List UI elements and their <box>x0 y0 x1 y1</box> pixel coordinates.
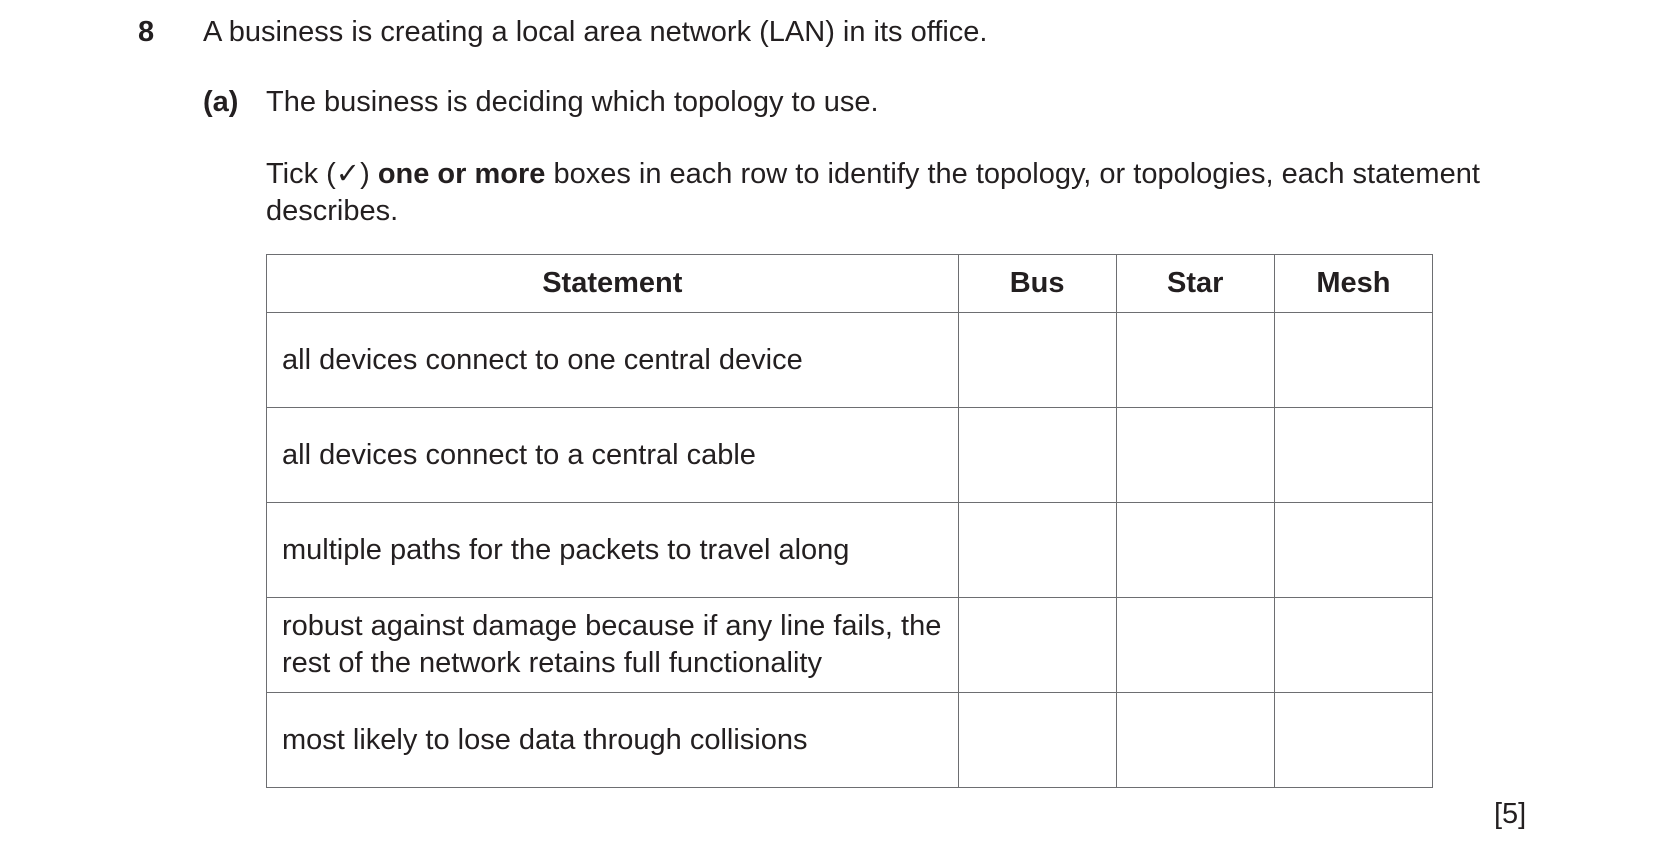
header-statement: Statement <box>267 255 959 313</box>
instruction-bold: one or more <box>377 158 546 190</box>
header-star: Star <box>1116 255 1274 313</box>
table-row <box>267 693 1433 788</box>
table-row <box>267 598 1433 693</box>
table-header-row <box>267 255 1433 313</box>
statement-cell: robust against damage because if any line fails, the rest of the network retains full functionality <box>267 598 959 693</box>
statement-cell: all devices connect to one central device <box>267 313 959 408</box>
table-row <box>267 313 1433 408</box>
tick-box-mesh[interactable] <box>1274 313 1432 408</box>
statement-cell: all devices connect to a central cable <box>267 408 959 503</box>
part-label: (a) <box>203 86 239 118</box>
tick-box-bus[interactable] <box>958 503 1116 598</box>
question-number: 8 <box>138 16 155 48</box>
tick-box-star[interactable] <box>1116 693 1274 788</box>
tick-box-star[interactable] <box>1116 313 1274 408</box>
statement-cell: multiple paths for the packets to travel along <box>267 503 959 598</box>
tick-instruction <box>266 156 1556 230</box>
tick-box-bus[interactable] <box>958 693 1116 788</box>
instruction-prefix: Tick (✓) <box>266 158 378 190</box>
header-mesh: Mesh <box>1274 255 1432 313</box>
instruction-suffix: boxes in each row to identify the topology, or topologies, each statement describes. <box>266 158 1480 227</box>
tick-box-mesh[interactable] <box>1274 598 1432 693</box>
tick-box-star[interactable] <box>1116 503 1274 598</box>
marks-allocation: [5] <box>1494 798 1527 830</box>
question-text: A business is creating a local area network (LAN) in its office. <box>203 16 988 48</box>
tick-box-mesh[interactable] <box>1274 408 1432 503</box>
table-row <box>267 408 1433 503</box>
table-row <box>267 503 1433 598</box>
tick-box-mesh[interactable] <box>1274 503 1432 598</box>
topology-table <box>266 254 1433 788</box>
tick-box-mesh[interactable] <box>1274 693 1432 788</box>
header-bus: Bus <box>958 255 1116 313</box>
tick-box-star[interactable] <box>1116 598 1274 693</box>
tick-box-bus[interactable] <box>958 598 1116 693</box>
tick-box-bus[interactable] <box>958 408 1116 503</box>
part-text: The business is deciding which topology to use. <box>266 86 879 118</box>
statement-cell: most likely to lose data through collisions <box>267 693 959 788</box>
tick-box-star[interactable] <box>1116 408 1274 503</box>
tick-box-bus[interactable] <box>958 313 1116 408</box>
